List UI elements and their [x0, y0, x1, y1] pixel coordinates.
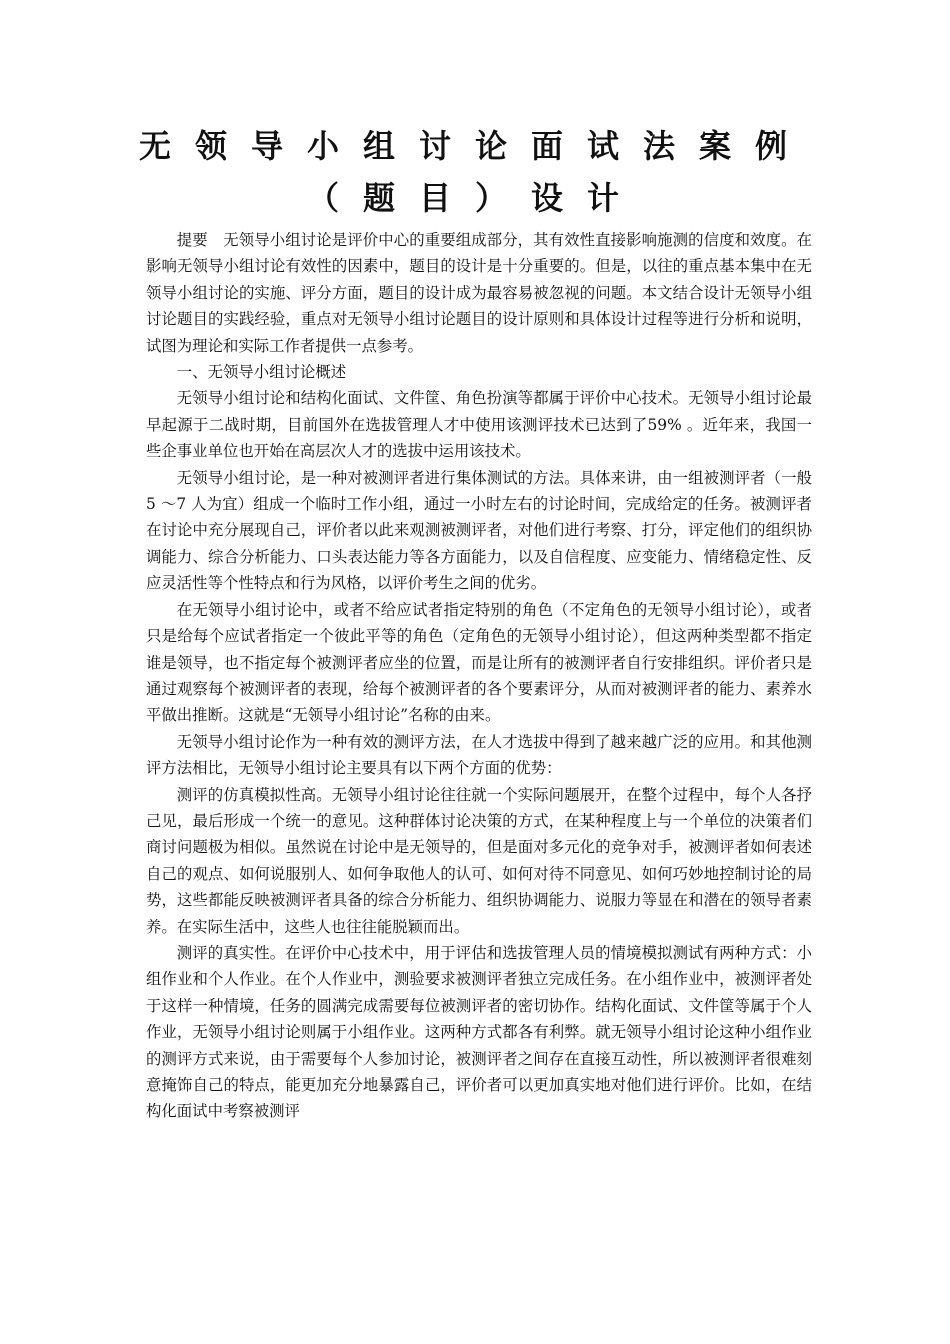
document-body — [146, 227, 812, 1125]
body-paragraph: 测评的真实性。在评价中心技术中，用于评估和选拔管理人员的情境模拟测试有两种方式：小组作业和个人作业。在个人作业中，测验要求被测评者独立完成任务。在小组作业中，被测评者处于这样一种情境，任务的圆满完成需要每位被测评者的密切协作。结构化面试、文件筐等属于个人作业，无领导小组讨论则属于小组作业。这两种方式都各有利弊。就无领导小组讨论这种小组作业的测评方式来说，由于需要每个人参加讨论，被测评者之间存在直接互动性，所以被测评者很难刻意掩饰自己的特点，能更加充分地暴露自己，评价者可以更加真实地对他们进行评价。比如，在结构化面试中考察被测评 — [146, 943, 812, 1121]
body-paragraph: 在无领导小组讨论中，或者不给应试者指定特别的角色（不定角色的无领导小组讨论），或者只是给每个应试者指定一个彼此平等的角色（定角色的无领导小组讨论），但这两种类型都不指定谁是领导，也不指定每个被测评者应坐的位置，而是让所有的被测评者自行安排组织。评价者只是通过观察每个被测评者的表现，给每个被测评者的各个要素评分，从而对被测评者的能力、素养水平做出推断。这就是“无领导小组讨论”名称的由来。 — [146, 600, 812, 725]
section-heading: 一、无领导小组讨论概述 — [176, 363, 347, 382]
abstract-paragraph: 提要 无领导小组讨论是评价中心的重要组成部分，其有效性直接影响施测的信度和效度。在影响无领导小组讨论有效性的因素中，题目的设计是十分重要的。但是，以往的重点基本集中在无领导小组讨论的实施、评分方面，题目的设计成为最容易被忽视的问题。本文结合设计无领导小组讨论题目的实践经验，重点对无领导小组讨论题目的设计原则和具体设计过程等进行分析和说明，试图为理论和实际工作者提供一点参考。 — [146, 231, 812, 355]
body-paragraph: 无领导小组讨论，是一种对被测评者进行集体测试的方法。具体来讲，由一组被测评者（一般5 ～7 人为宜）组成一个临时工作小组，通过一小时左右的讨论时间，完成给定的任务。被测评者在讨论中充分展现自己，评价者以此来观测被测评者，对他们进行考察、打分，评定他们的组织协调能力、综合分析能力、口头表达能力等各方面能力，以及自信程度、应变能力、情绪稳定性、反应灵活性等个性特点和行为风格，以评价考生之间的优劣。 — [146, 468, 812, 593]
body-paragraph: 无领导小组讨论作为一种有效的测评方法，在人才选拔中得到了越来越广泛的应用。和其他测评方法相比，无领导小组讨论主要具有以下两个方面的优势： — [146, 732, 812, 778]
document-title-line-1: 无领导小组讨论面试法案例 — [138, 127, 811, 165]
body-paragraph: 测评的仿真模拟性高。无领导小组讨论往往就一个实际问题展开，在整个过程中，每个人各抒己见，最后形成一个统一的意见。这种群体讨论决策的方式，在某种程度上与一个单位的决策者们商讨问题极为相似。虽然说在讨论中是无领导的，但是面对多元化的竞争对手，被测评者如何表述自己的观点、如何说服别人、如何争取他人的认可、如何对待不同意见、如何巧妙地控制讨论的局势，这些都能反映被测评者具备的综合分析能力、组织协调能力、说服力等显在和潜在的领导者素养。在实际生活中，这些人也往往能脱颖而出。 — [146, 785, 812, 936]
body-paragraph: 无领导小组讨论和结构化面试、文件筐、角色扮演等都属于评价中心技术。无领导小组讨论最早起源于二战时期，目前国外在选拔管理人才中使用该测评技术已达到了59% 。近年来，我国一些企事业单位也开始在高层次人才的选拔中运用该技术。 — [146, 389, 812, 461]
document-title-line-2: （题目）设计 — [306, 179, 643, 217]
